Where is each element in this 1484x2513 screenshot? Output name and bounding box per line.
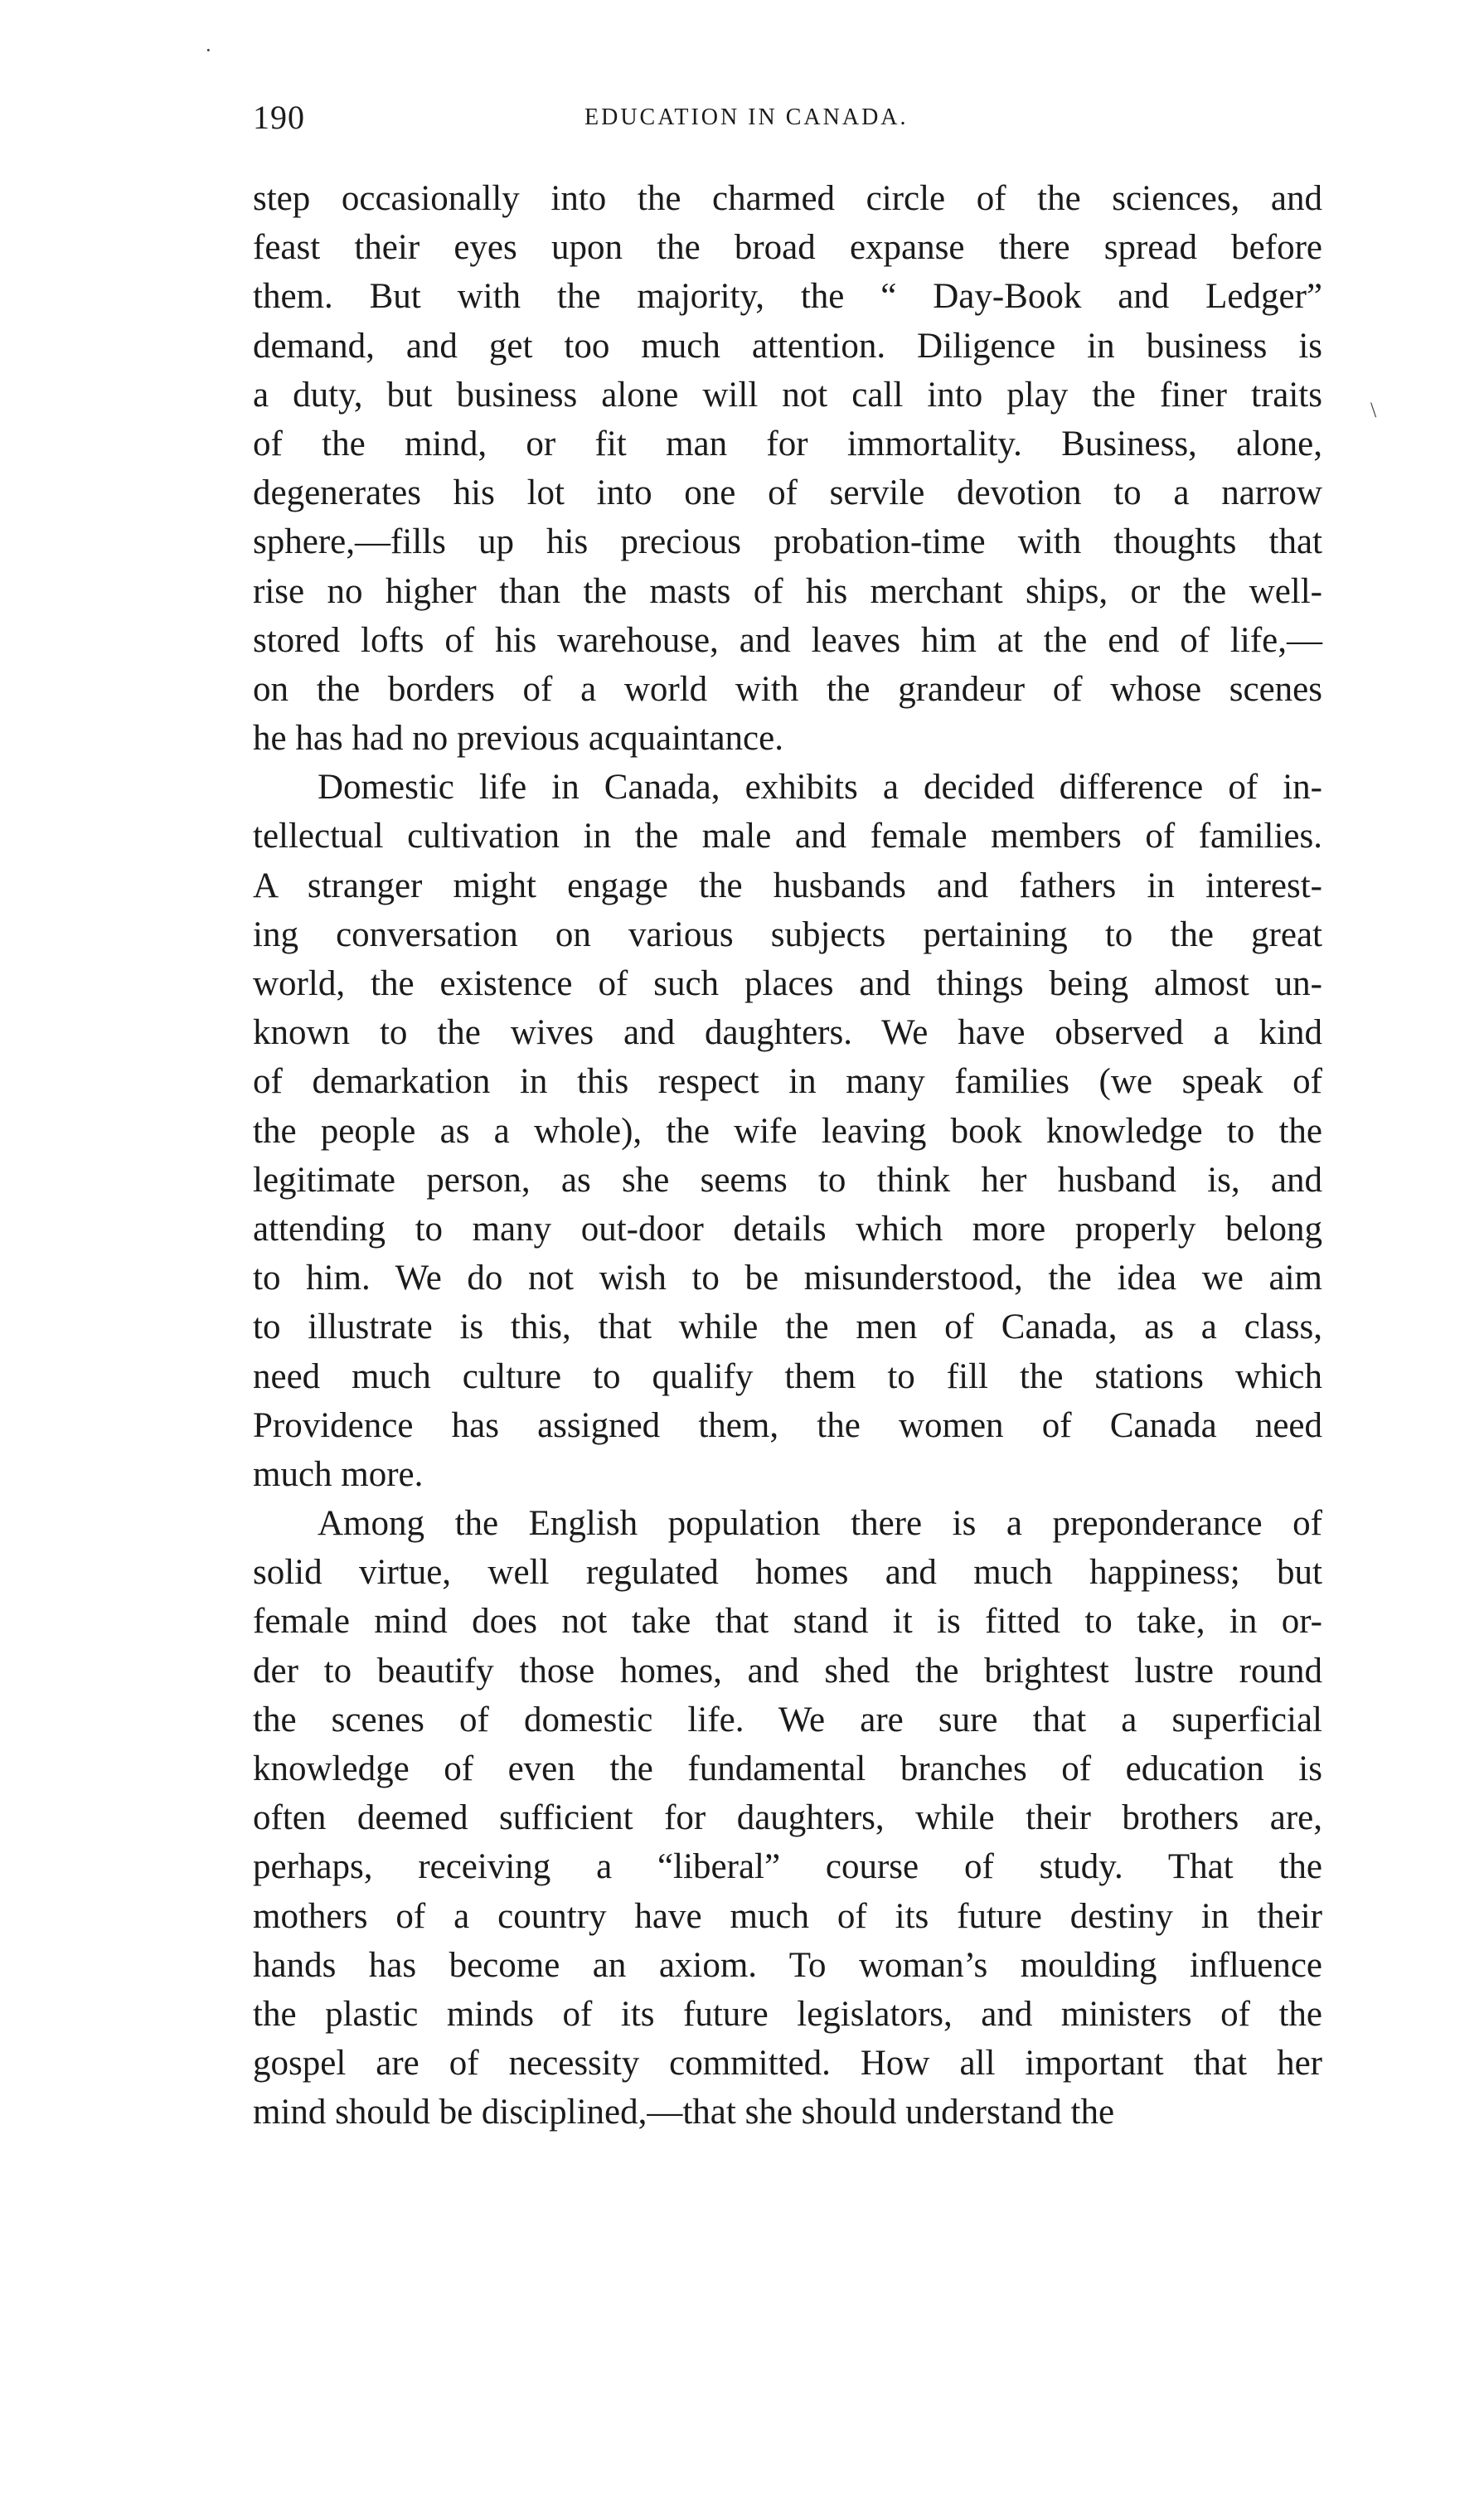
- text-line: often deemed sufficient for daughters, while their brothers are,: [253, 1798, 1322, 1838]
- text-line: a duty, but business alone will not call into play the finer traits: [253, 375, 1322, 415]
- text-line: demand, and get too much attention. Diligence in business is: [253, 326, 1322, 366]
- text-line: Providence has assigned them, the women of Canada need: [253, 1405, 1322, 1445]
- text-line: gospel are of necessity committed. How all important that her: [253, 2044, 1322, 2084]
- text-line: step occasionally into the charmed circle of the sciences, and: [253, 179, 1322, 218]
- running-head-title: EDUCATION IN CANADA.: [584, 104, 909, 130]
- text-line: he has had no previous acquaintance.: [253, 719, 783, 759]
- text-line: much more.: [253, 1454, 424, 1494]
- text-line: A stranger might engage the husbands and fathers in interest-: [253, 866, 1322, 905]
- text-line: mind should be disciplined,—that she should understand the: [253, 2093, 1115, 2132]
- text-line: attending to many out-door details which more properly belong: [253, 1209, 1322, 1249]
- text-line: known to the wives and daughters. We have observed a kind: [253, 1013, 1322, 1053]
- body-text: [253, 174, 1322, 2137]
- text-line: rise no higher than the masts of his merchant ships, or the well-: [253, 571, 1322, 611]
- text-line: sphere,—fills up his precious probation-time with thoughts that: [253, 522, 1322, 562]
- text-line: hands has become an axiom. To woman’s moulding influence: [253, 1945, 1322, 1985]
- text-line: perhaps, receiving a “liberal” course of study. That the: [253, 1847, 1322, 1887]
- text-line: knowledge of even the fundamental branches of education is: [253, 1749, 1322, 1788]
- text-line: mothers of a country have much of its future destiny in their: [253, 1896, 1322, 1936]
- text-line: stored lofts of his warehouse, and leaves him at the end of life,—: [253, 620, 1322, 660]
- text-line: to him. We do not wish to be misunderstood, the idea we aim: [253, 1259, 1322, 1298]
- text-line: the people as a whole), the wife leaving book knowledge to the: [253, 1111, 1322, 1151]
- text-line: der to beautify those homes, and shed the brightest lustre round: [253, 1651, 1322, 1691]
- text-line: female mind does not take that stand it is fitted to take, in or-: [253, 1602, 1322, 1642]
- scan-speck: ·: [205, 38, 212, 62]
- text-line: them. But with the majority, the “ Day-Book and Ledger”: [253, 277, 1322, 317]
- page-number: 190: [253, 99, 305, 136]
- text-line: of the mind, or fit man for immortality. Business, alone,: [253, 424, 1322, 463]
- text-line: ing conversation on various subjects pertaining to the great: [253, 914, 1322, 954]
- scan-speck: \: [1370, 398, 1377, 422]
- paragraph: [253, 1499, 1322, 2137]
- text-line: on the borders of a world with the grandeur of whose scenes: [253, 669, 1322, 709]
- text-line: the plastic minds of its future legislators, and ministers of the: [253, 1994, 1322, 2034]
- text-line: tellectual cultivation in the male and female members of families.: [253, 817, 1322, 856]
- text-line: degenerates his lot into one of servile devotion to a narrow: [253, 473, 1322, 513]
- text-line: of demarkation in this respect in many families (we speak of: [253, 1062, 1322, 1102]
- text-line: solid virtue, well regulated homes and much happiness; but: [253, 1553, 1322, 1593]
- running-head: [253, 98, 1322, 148]
- text-line: to illustrate is this, that while the men of Canada, as a class,: [253, 1307, 1322, 1347]
- text-line: Among the English population there is a preponderance of: [318, 1504, 1322, 1544]
- text-line: Domestic life in Canada, exhibits a decided difference of in-: [318, 768, 1322, 808]
- text-line: need much culture to qualify them to fill the stations which: [253, 1356, 1322, 1396]
- paragraph: [253, 174, 1322, 763]
- text-line: feast their eyes upon the broad expanse there spread before: [253, 228, 1322, 268]
- text-line: world, the existence of such places and things being almost un-: [253, 964, 1322, 1003]
- paragraph: [253, 763, 1322, 1499]
- text-line: legitimate person, as she seems to think her husband is, and: [253, 1160, 1322, 1200]
- text-line: the scenes of domestic life. We are sure that a superficial: [253, 1700, 1322, 1739]
